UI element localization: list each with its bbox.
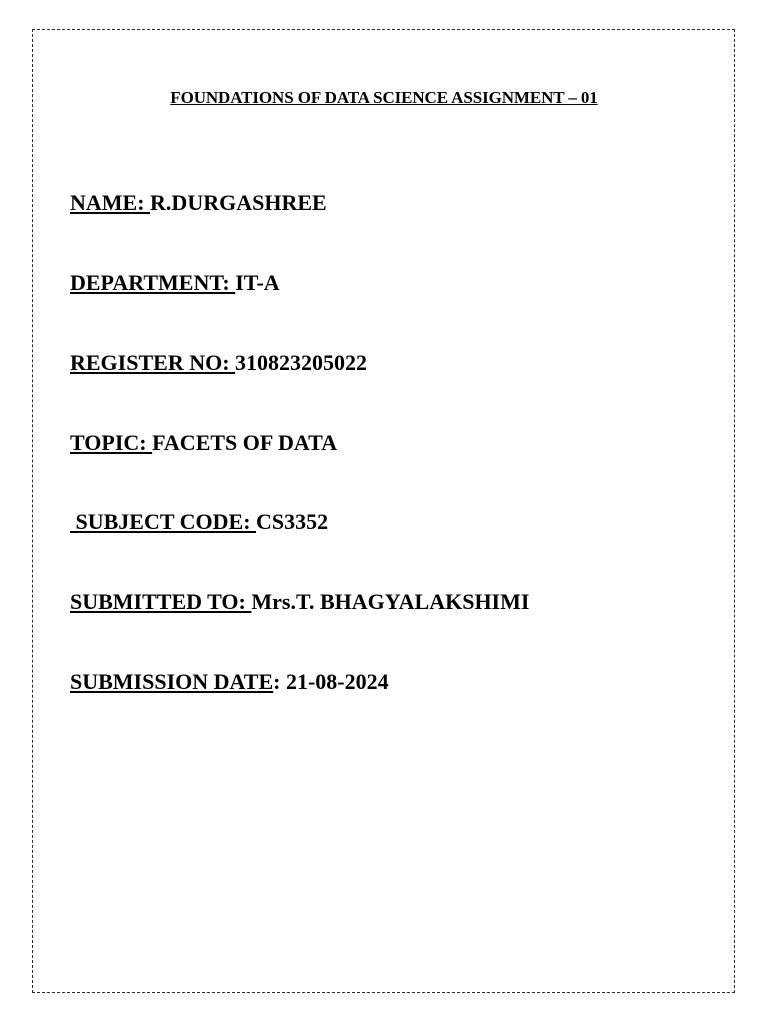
department-value: IT-A [235, 270, 280, 295]
department-field [70, 269, 280, 297]
name-field [70, 189, 327, 217]
register-no-value: 310823205022 [235, 350, 368, 375]
topic-label: TOPIC: [70, 430, 153, 455]
department-label: DEPARTMENT: [70, 270, 236, 295]
submitted-to-field [70, 588, 529, 616]
submitted-to-value: Mrs.T. BHAGYALAKSHIMI [251, 589, 530, 614]
submission-date-label: SUBMISSION DATE [70, 669, 274, 694]
topic-value: FACETS OF DATA [152, 430, 338, 455]
subject-code-field [70, 508, 328, 536]
subject-code-value: CS3352 [256, 509, 329, 534]
name-value: R.DURGASHREE [150, 190, 327, 215]
register-no-label: REGISTER NO: [70, 350, 236, 375]
submission-date-value: : 21-08-2024 [273, 669, 389, 694]
topic-field [70, 429, 337, 457]
submission-date-field [70, 668, 389, 696]
register-no-field [70, 349, 367, 377]
document-title: FOUNDATIONS OF DATA SCIENCE ASSIGNMENT – 01 [170, 88, 598, 107]
subject-code-label: SUBJECT CODE: [70, 509, 257, 534]
name-label: NAME: [70, 190, 151, 215]
submitted-to-label: SUBMITTED TO: [70, 589, 252, 614]
